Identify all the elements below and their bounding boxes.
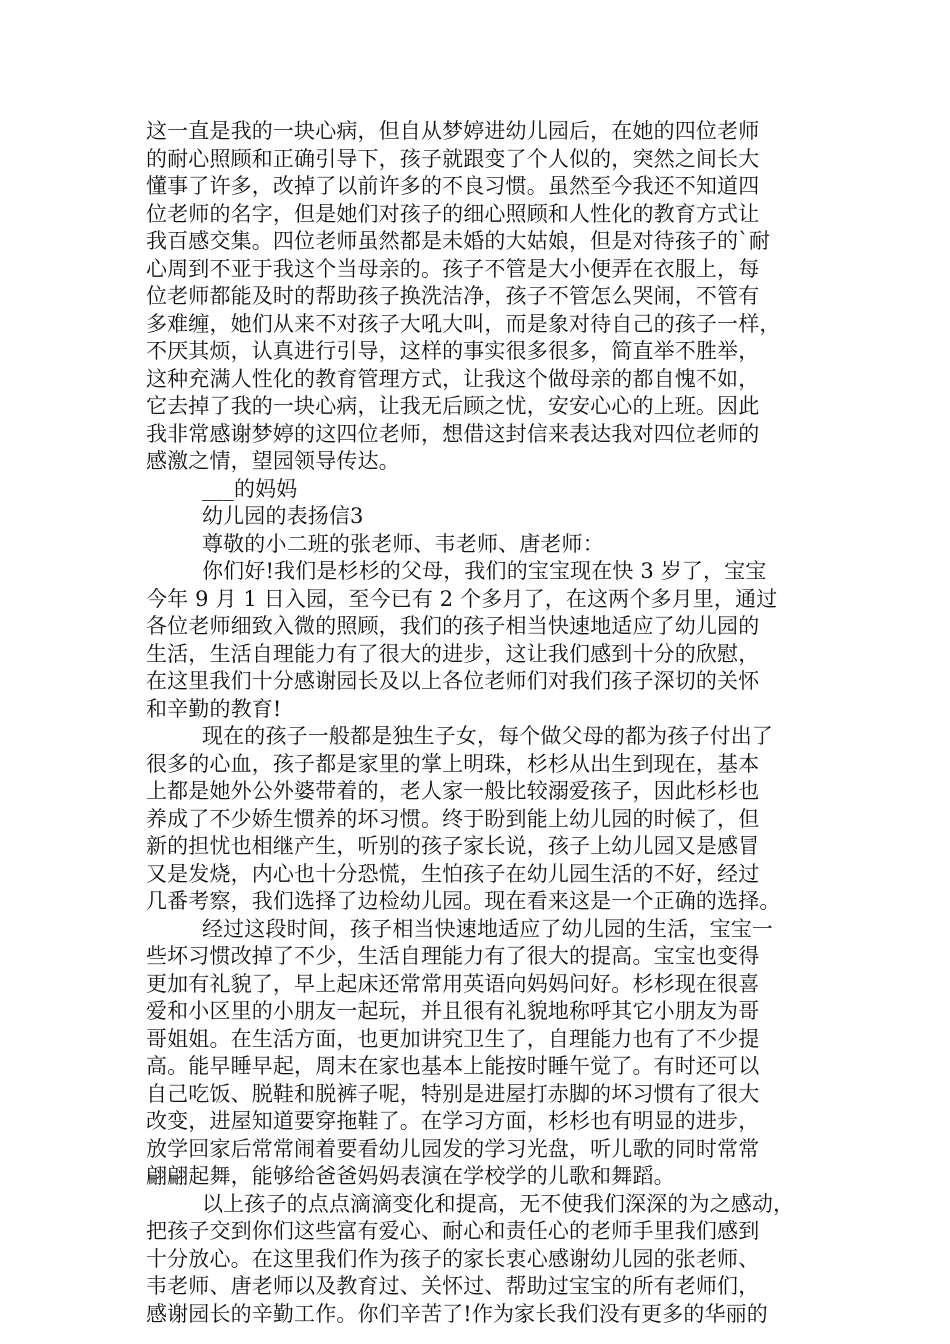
text-line: 爱和小区里的小朋友一起玩，并且很有礼貌地称呼其它小朋友为哥 (146, 999, 760, 1023)
text-line: 养成了不少娇生惯养的坏习惯。终于盼到能上幼儿园的时候了，但 (146, 806, 760, 831)
text-line: 又是发烧，内心也十分恐慌，生怕孩子在幼儿园生活的不好，经过 (146, 861, 760, 886)
text-line: 不厌其烦，认真进行引导，这样的事实很多很多，简直举不胜举， (146, 339, 760, 363)
text-line: 懂事了许多，改掉了以前许多的不良习惯。虽然至今我还不知道四 (146, 174, 760, 198)
text-line: 十分放心。在这里我们作为孩子的家长衷心感谢幼儿园的张老师、 (146, 1246, 760, 1271)
text-line: 尊敬的小二班的张老师、韦老师、唐老师： (202, 531, 604, 556)
text-line: 幼儿园的表扬信3 (202, 504, 364, 528)
text-line: 感谢园长的辛勤工作。你们辛苦了!作为家长我们没有更多的华丽的 (146, 1301, 768, 1326)
text-line: 各位老师细致入微的照顾，我们的孩子相当快速地适应了幼儿园的 (146, 614, 760, 638)
text-line: 生活，生活自理能力有了很大的进步，这让我们感到十分的欣慰， (146, 641, 760, 666)
text-line: 高。能早睡早起，周末在家也基本上能按时睡午觉了。有时还可以 (146, 1054, 760, 1078)
text-line: 新的担忧也相继产生，听别的孩子家长说，孩子上幼儿园又是感冒 (146, 834, 760, 858)
text-line: 和辛勤的教育! (146, 696, 282, 721)
text-line: 放学回家后常常闹着要看幼儿园发的学习光盘，听儿歌的同时常常 (146, 1136, 760, 1161)
text-line: 这一直是我的一块心病，但自从梦婷进幼儿园后，在她的四位老师 (146, 119, 760, 143)
text-line: 自己吃饭、脱鞋和脱裤子呢，特别是进屋打赤脚的坏习惯有了很大 (146, 1081, 760, 1106)
text-line: 很多的心血，孩子都是家里的掌上明珠，杉杉从出生到现在，基本 (146, 751, 760, 776)
text-line: 位老师都能及时的帮助孩子换洗洁净，孩子不管怎么哭闹，不管有 (146, 284, 760, 308)
text-line: 感激之情，望园领导传达。 (146, 449, 400, 473)
text-line: 哥姐姐。在生活方面，也更加讲究卫生了，自理能力也有了不少提 (146, 1026, 760, 1051)
text-line: 几番考察，我们选择了边检幼儿园。现在看来这是一个正确的选择。 (146, 889, 781, 913)
text-line: 以上孩子的点点滴滴变化和提高，无不使我们深深的为之感动， (202, 1191, 795, 1216)
text-line: 经过这段时间，孩子相当快速地适应了幼儿园的生活，宝宝一 (202, 916, 774, 941)
text-line: 把孩子交到你们这些富有爱心、耐心和责任心的老师手里我们感到 (146, 1219, 760, 1243)
text-line: 位老师的名字，但是她们对孩子的细心照顾和人性化的教育方式让 (146, 201, 760, 226)
text-line: 翩翩起舞，能够给爸爸妈妈表演在学校学的儿歌和舞蹈。 (146, 1164, 675, 1188)
text-line: 改变，进屋知道要穿拖鞋了。在学习方面，杉杉也有明显的进步， (146, 1109, 760, 1133)
text-line: 的耐心照顾和正确引导下，孩子就跟变了个人似的，突然之间长大 (146, 146, 760, 171)
text-line: ___的妈妈 (202, 476, 298, 501)
text-line: 这种充满人性化的教育管理方式，让我这个做母亲的都自愧不如， (146, 366, 760, 391)
text-line: 我百感交集。四位老师虽然都是未婚的大姑娘，但是对待孩子的`耐 (146, 229, 770, 253)
text-line: 你们好!我们是杉杉的父母，我们的宝宝现在快 3 岁了，宝宝 (202, 559, 767, 583)
text-line: 多难缠，她们从来不对孩子大吼大叫，而是象对待自己的孩子一样， (146, 311, 781, 336)
text-line: 现在的孩子一般都是独生子女，每个做父母的都为孩子付出了 (202, 724, 774, 748)
text-line: 心周到不亚于我这个当母亲的。孩子不管是大小便弄在衣服上，每 (146, 256, 760, 281)
text-line: 更加有礼貌了，早上起床还常常用英语向妈妈问好。杉杉现在很喜 (146, 971, 760, 996)
text-line: 上都是她外公外婆带着的，老人家一般比较溺爱孩子，因此杉杉也 (146, 779, 760, 803)
document-body (146, 118, 826, 1328)
text-line: 韦老师、唐老师以及教育过、关怀过、帮助过宝宝的所有老师们， (146, 1274, 760, 1298)
text-line: 我非常感谢梦婷的这四位老师，想借这封信来表达我对四位老师的 (146, 421, 760, 446)
text-line: 在这里我们十分感谢园长及以上各位老师们对我们孩子深切的关怀 (146, 669, 760, 693)
text-line: 些坏习惯改掉了不少，生活自理能力有了很大的提高。宝宝也变得 (146, 944, 760, 968)
text-line: 今年 9 月 1 日入园，至今已有 2 个多月了，在这两个多月里，通过 (146, 586, 778, 611)
text-line: 它去掉了我的一块心病，让我无后顾之忧，安安心心的上班。因此 (146, 394, 760, 418)
